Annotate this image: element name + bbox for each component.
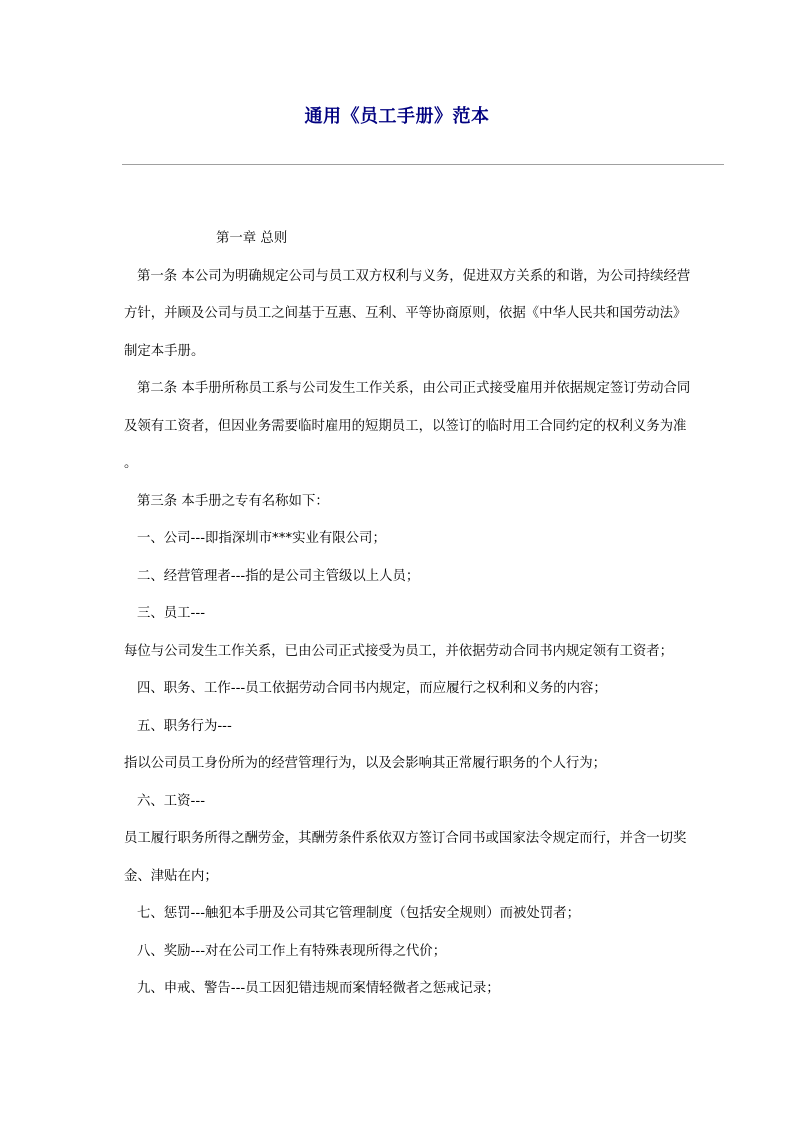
paragraph-line: 三、员工--- [137, 606, 206, 621]
document-title: 通用《员工手册》范本 [304, 106, 490, 127]
paragraph-line: 七、惩罚---触犯本手册及公司其它管理制度（包括安全规则）而被处罚者； [137, 906, 580, 921]
paragraph-line: 二、经营管理者---指的是公司主管级以上人员； [137, 568, 420, 584]
paragraph-line: 第二条 本手册所称员工系与公司发生工作关系，由公司正式接受雇用并依据规定签订劳动合同 [137, 381, 691, 396]
paragraph-line: 每位与公司发生工作关系，已由公司正式接受为员工，并依据劳动合同书内规定领有工资者； [124, 643, 674, 659]
paragraph-line: 一、公司---即指深圳市***实业有限公司； [137, 531, 386, 546]
paragraph-line: 九、申戒、警告---员工因犯错违规而案情轻微者之惩戒记录； [137, 981, 500, 996]
paragraph-line: 制定本手册。 [124, 343, 205, 359]
paragraph-line: 第三条 本手册之专有名称如下： [137, 493, 329, 509]
document-body [124, 220, 718, 1008]
paragraph-line: 。 [124, 456, 138, 471]
paragraph-line: 六、工资--- [137, 793, 206, 809]
paragraph-line: 八、奖励---对在公司工作上有特殊表现所得之代价； [137, 943, 447, 959]
paragraph-line: 第一条 本公司为明确规定公司与员工双方权利与义务，促进双方关系的和谐，为公司持续经营 [137, 268, 691, 284]
paragraph-line: 四、职务、工作---员工依据劳动合同书内规定，而应履行之权利和义务的内容； [137, 681, 607, 696]
paragraph-line: 五、职务行为--- [137, 718, 232, 734]
paragraph-line: 指以公司员工身份所为的经营管理行为，以及会影响其正常履行职务的个人行为； [124, 756, 607, 771]
paragraph-line: 及领有工资者，但因业务需要临时雇用的短期员工，以签订的临时用工合同约定的权利义务为准 [124, 418, 687, 434]
paragraph-line: 方针，并顾及公司与员工之间基于互惠、互利、平等协商原则，依据《中华人民共和国劳动法》 [124, 306, 687, 321]
chapter-heading: 第一章 总则 [216, 231, 288, 246]
title-divider [122, 164, 724, 165]
paragraph-line: 员工履行职务所得之酬劳金，其酬劳条件系依双方签订合同书或国家法令规定而行，并含一切奖 [124, 831, 687, 846]
paragraph-line: 金、津贴在内； [124, 868, 218, 884]
